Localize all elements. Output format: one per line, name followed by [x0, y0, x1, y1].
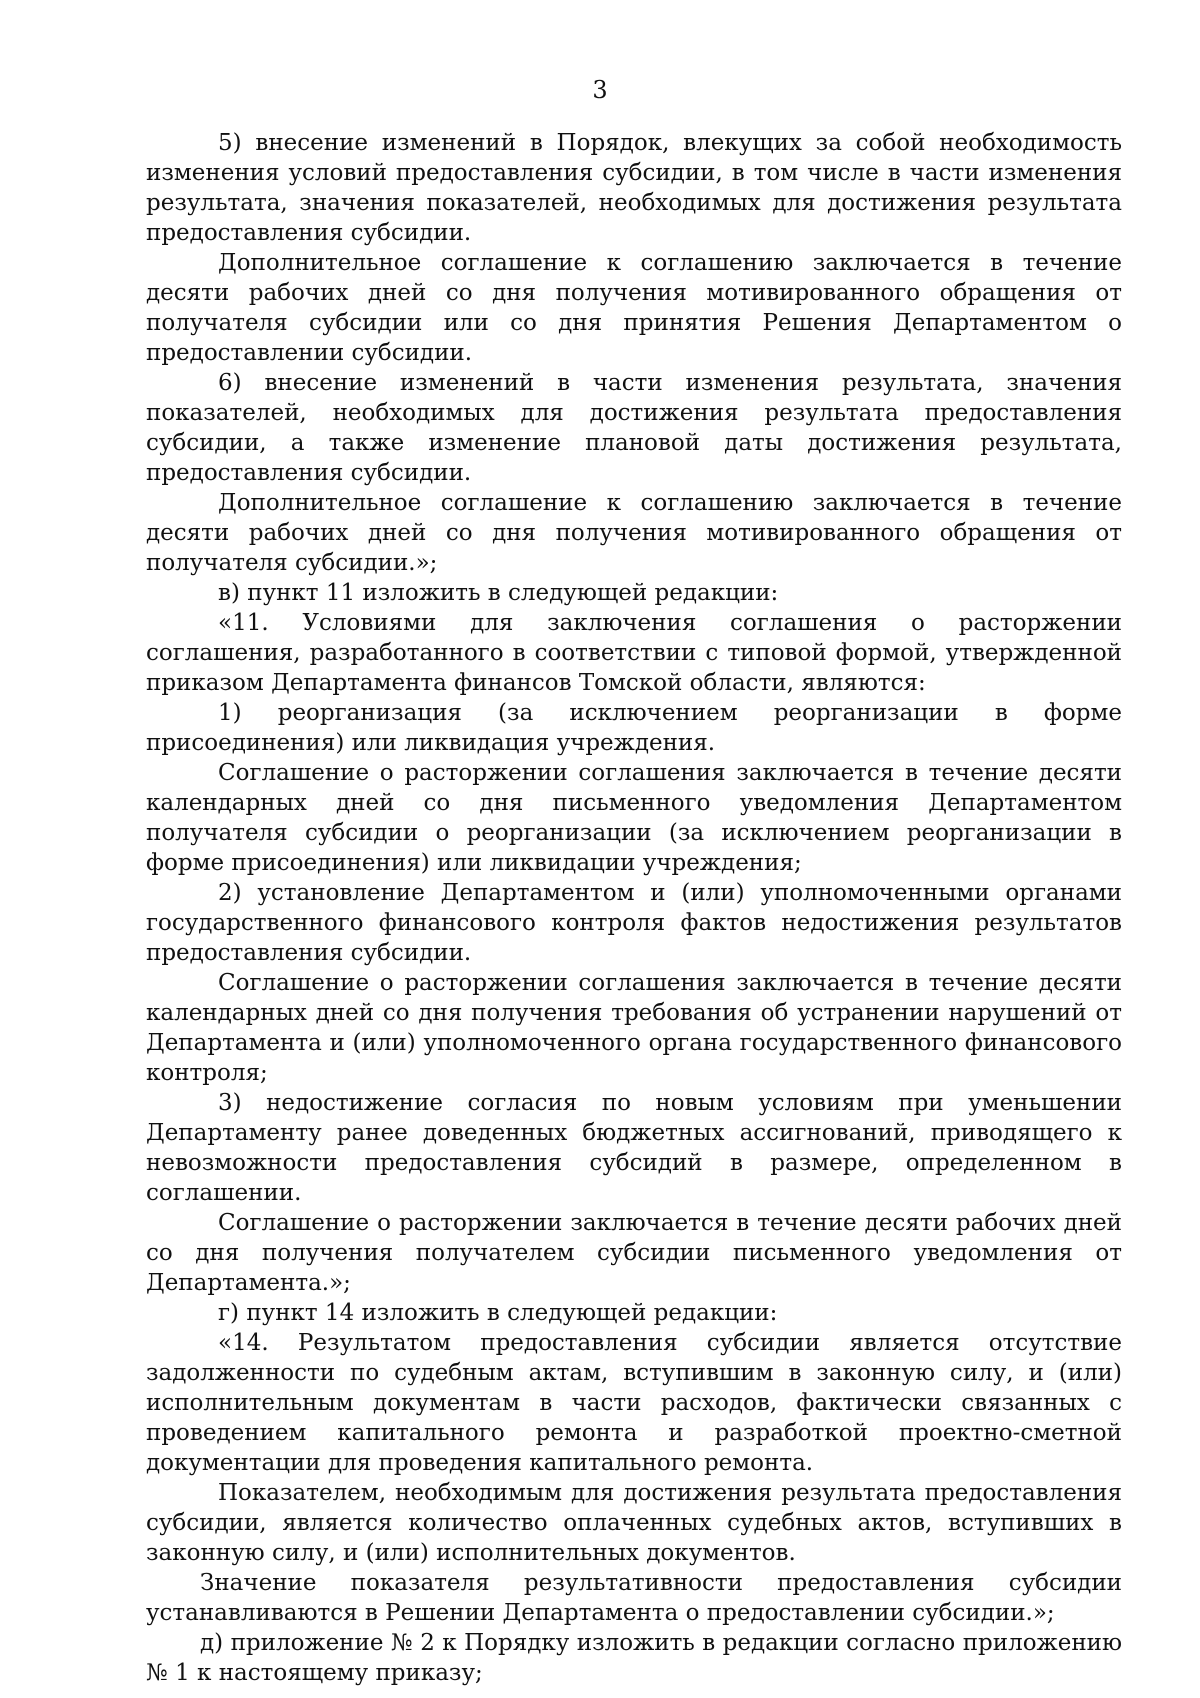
paragraph-condition-2: 2) установление Департаментом и (или) уполномоченными органами государственного финансового контроля фактов недостижения результатов предоставления субсидии.: [146, 880, 1122, 966]
document-body: [146, 128, 1122, 1688]
paragraph-termination-2: Соглашение о расторжении соглашения заключается в течение десяти календарных дней со дня получения требования об устранении нарушений от Департамента и (или) уполномоченного органа государственного финансового контроля;: [146, 970, 1122, 1086]
paragraph-clause-v: в) пункт 11 изложить в следующей редакции:: [218, 580, 779, 606]
paragraph-supplementary-agreement-2: Дополнительное соглашение к соглашению заключается в течение десяти рабочих дней со дня получения мотивированного обращения от получателя субсидии.»;: [146, 490, 1122, 576]
paragraph-supplementary-agreement-1: Дополнительное соглашение к соглашению заключается в течение десяти рабочих дней со дня получения мотивированного обращения от получателя субсидии или со дня принятия Решения Департаментом о предоставлении субсидии.: [146, 250, 1122, 366]
paragraph-item-5: 5) внесение изменений в Порядок, влекущих за собой необходимость изменения условий предоставления субсидии, в том числе в части изменения результата, значения показателей, необходимых для достижения результата предоставления субсидии.: [146, 130, 1122, 246]
paragraph-clause-d: д) приложение № 2 к Порядку изложить в редакции согласно приложению № 1 к настоящему приказу;: [146, 1630, 1122, 1686]
paragraph-item-6: 6) внесение изменений в части изменения результата, значения показателей, необходимых для достижения результата предоставления субсидии, а также изменение плановой даты достижения результата, предоставления субсидии.: [146, 370, 1122, 486]
paragraph-termination-1: Соглашение о расторжении соглашения заключается в течение десяти календарных дней со дня письменного уведомления Департаментом получателя субсидии о реорганизации (за исключением реорганизации в форме присоединения) или ликвидации учреждения;: [146, 760, 1122, 876]
paragraph-clause-g: г) пункт 14 изложить в следующей редакции:: [218, 1300, 778, 1326]
page-number: 3: [592, 76, 608, 104]
paragraph-point-11: «11. Условиями для заключения соглашения о расторжении соглашения, разработанного в соответствии с типовой формой, утвержденной приказом Департамента финансов Томской области, являются:: [146, 610, 1122, 696]
paragraph-point-14: «14. Результатом предоставления субсидии является отсутствие задолженности по судебным актам, вступившим в законную силу, и (или) исполнительным документам в части расходов, фактически связанных с проведением капитального ремонта и разработкой проектно-сметной документации для проведения капитального ремонта.: [146, 1330, 1122, 1476]
paragraph-indicator-value: Значение показателя результативности предоставления субсидии устанавливаются в Решении Департамента о предоставлении субсидии.»;: [146, 1570, 1122, 1626]
paragraph-indicator: Показателем, необходимым для достижения результата предоставления субсидии, является количество оплаченных судебных актов, вступивших в законную силу, и (или) исполнительных документов.: [146, 1480, 1122, 1566]
paragraph-termination-3: Соглашение о расторжении заключается в течение десяти рабочих дней со дня получения получателем субсидии письменного уведомления от Департамента.»;: [146, 1210, 1122, 1296]
paragraph-condition-3: 3) недостижение согласия по новым условиям при уменьшении Департаменту ранее доведенных бюджетных ассигнований, приводящего к невозможности предоставления субсидий в размере, определенном в соглашении.: [146, 1090, 1122, 1206]
paragraph-condition-1: 1) реорганизация (за исключением реорганизации в форме присоединения) или ликвидация учреждения.: [146, 700, 1122, 756]
